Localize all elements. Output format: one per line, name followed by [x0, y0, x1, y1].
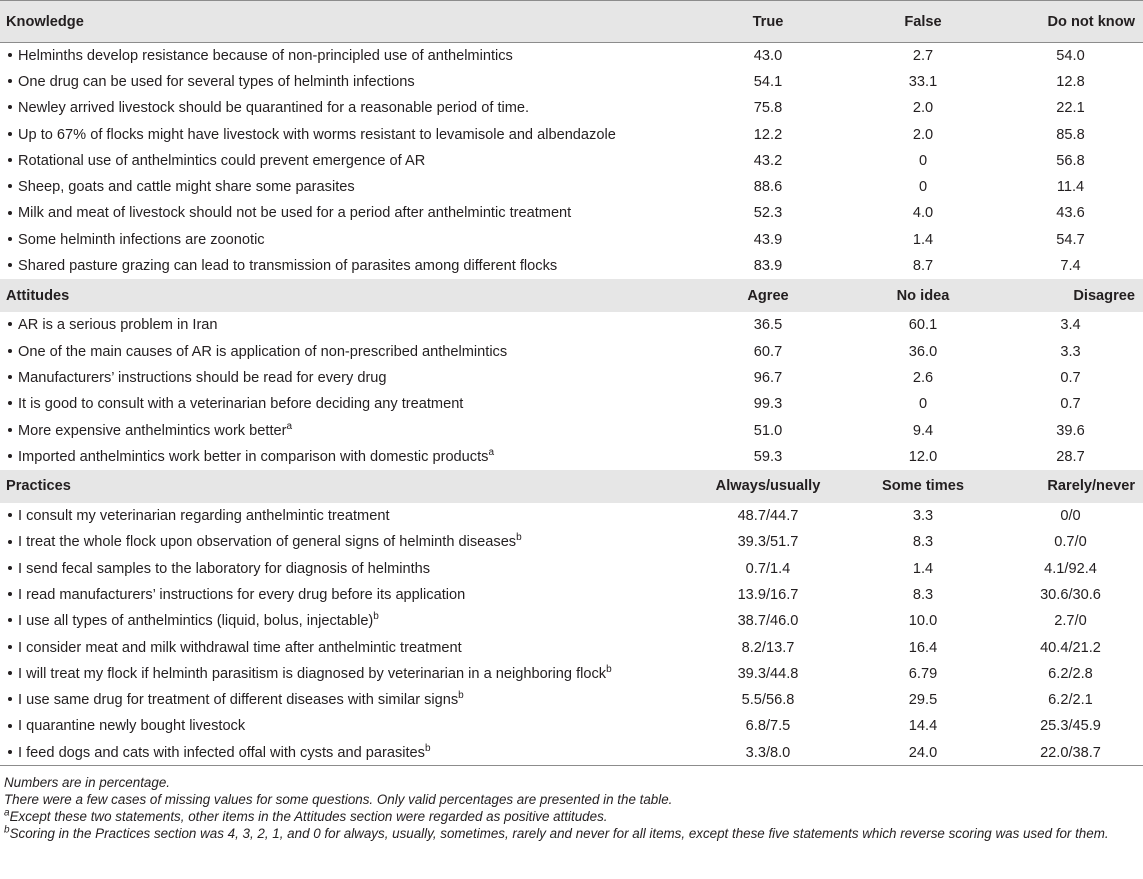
statement-text: One drug can be used for several types of helminth infections: [18, 73, 415, 90]
value-cell: 0: [918, 396, 928, 413]
row-label-cell: [0, 391, 688, 417]
value-cell: 54.7: [1056, 231, 1085, 248]
statement-text: Milk and meat of livestock should not be used for a period after anthelmintic treatment: [18, 205, 572, 222]
row-label-cell: [0, 503, 688, 529]
value-cell: 6.2/2.1: [1048, 692, 1093, 709]
statement-text: Helminths develop resistance because of non-principled use of anthelmintics: [18, 47, 513, 64]
statement-text: More expensive anthelmintics work better: [18, 422, 287, 439]
value-cell: 25.3/45.9: [1040, 718, 1101, 735]
footnote-marker: a: [4, 807, 10, 819]
table-row: [0, 253, 1143, 279]
statement-text: One of the main causes of AR is application of non-prescribed anthelmintics: [18, 343, 508, 360]
bullet-icon: [8, 724, 12, 728]
value-cell: 59.3: [753, 448, 783, 465]
row-label-cell: [0, 338, 688, 364]
value-cell: 43.2: [753, 152, 783, 169]
value-cell: 6.79: [908, 665, 938, 682]
bullet-icon: [8, 750, 12, 754]
value-cell: 38.7/46.0: [737, 613, 799, 630]
row-label-cell: [0, 608, 688, 634]
row-label-cell: [0, 365, 688, 391]
row-label-cell: [0, 95, 688, 121]
statement-text: I will treat my flock if helminth parasitism is diagnosed by veterinarian in a neighboring flock: [18, 665, 607, 682]
value-cell: 9.4: [912, 422, 934, 439]
value-cell: 0.7/1.4: [745, 560, 791, 577]
table-row: [0, 227, 1143, 253]
value-cell: 5.5/56.8: [741, 692, 795, 709]
footnote-marker: b: [424, 742, 431, 754]
value-cell: 36.5: [753, 317, 783, 334]
footnote-text: Numbers are in percentage.: [4, 775, 170, 791]
bullet-icon: [8, 105, 12, 109]
table-row: [0, 121, 1143, 147]
value-cell: 29.5: [908, 692, 938, 709]
section-title: Knowledge: [6, 13, 84, 30]
value-cell: 2.0: [912, 100, 934, 117]
footnote-marker: a: [286, 420, 293, 432]
statement-text: Sheep, goats and cattle might share some parasites: [18, 179, 355, 196]
bullet-icon: [8, 263, 12, 267]
value-cell: 52.3: [753, 205, 783, 222]
value-cell: 99.3: [753, 396, 783, 413]
value-cell: 16.4: [908, 639, 938, 656]
section-header-knowledge: [0, 1, 1143, 43]
column-header: Do not know: [1047, 13, 1135, 30]
table-row: [0, 556, 1143, 582]
footnote: [4, 825, 1139, 842]
row-label-cell: [0, 200, 688, 226]
table-row: [0, 338, 1143, 364]
column-header: Agree: [747, 287, 789, 304]
table-row: [0, 200, 1143, 226]
value-cell: 1.4: [912, 231, 934, 248]
row-label-cell: [0, 713, 688, 739]
footnote-marker: b: [4, 824, 10, 836]
statement-text: Shared pasture grazing can lead to transmission of parasites among different flocks: [18, 258, 558, 275]
row-label-cell: [0, 253, 688, 279]
row-label-cell: [0, 687, 688, 713]
value-cell: 56.8: [1056, 152, 1085, 169]
table-footnotes: [0, 766, 1143, 842]
value-cell: 22.0/38.7: [1040, 744, 1101, 761]
statement-text: Manufacturers’ instructions should be read for every drug: [18, 369, 387, 386]
value-cell: 43.9: [753, 231, 783, 248]
bullet-icon: [8, 454, 12, 458]
statement-text: Rotational use of anthelmintics could prevent emergence of AR: [18, 152, 426, 169]
row-label-cell: [0, 227, 688, 253]
bullet-icon: [8, 401, 12, 405]
table-row: [0, 174, 1143, 200]
statement-text: I use same drug for treatment of different diseases with similar signs: [18, 692, 459, 709]
value-cell: 2.6: [912, 369, 934, 386]
value-cell: 11.4: [1056, 179, 1085, 196]
value-cell: 39.3/44.8: [737, 665, 799, 682]
value-cell: 3.3: [912, 508, 934, 525]
table-row: [0, 582, 1143, 608]
table-row: [0, 148, 1143, 174]
table-row: [0, 661, 1143, 687]
bullet-icon: [8, 211, 12, 215]
bullet-icon: [8, 322, 12, 326]
row-label-cell: [0, 556, 688, 582]
table-row: [0, 69, 1143, 95]
value-cell: 40.4/21.2: [1040, 639, 1101, 656]
bullet-icon: [8, 79, 12, 83]
value-cell: 60.7: [753, 343, 783, 360]
table-row: [0, 43, 1143, 69]
value-cell: 8.2/13.7: [741, 639, 795, 656]
value-cell: 24.0: [908, 744, 938, 761]
statement-text: Imported anthelmintics work better in comparison with domestic products: [18, 448, 489, 465]
statement-text: I treat the whole flock upon observation of general signs of helminth diseases: [18, 534, 517, 551]
row-label-cell: [0, 312, 688, 338]
column-header: Disagree: [1073, 287, 1135, 304]
row-label-cell: [0, 582, 688, 608]
value-cell: 2.7: [912, 47, 934, 64]
value-cell: 4.1/92.4: [1044, 560, 1097, 577]
value-cell: 0: [918, 152, 928, 169]
bullet-icon: [8, 53, 12, 57]
value-cell: 30.6/30.6: [1040, 586, 1101, 603]
value-cell: 48.7/44.7: [737, 508, 799, 525]
statement-text: I use all types of anthelmintics (liquid, bolus, injectable): [18, 613, 374, 630]
statement-text: I send fecal samples to the laboratory for diagnosis of helminths: [18, 560, 431, 577]
column-header: Always/usually: [715, 478, 821, 495]
value-cell: 36.0: [908, 343, 938, 360]
value-cell: 0.7/0: [1054, 534, 1087, 551]
footnote-text: Scoring in the Practices section was 4, 3, 2, 1, and 0 for always, usually, sometimes, rarely and never for all items, except these five statements which reverse scoring was used for them.: [9, 826, 1109, 842]
statement-text: Newley arrived livestock should be quarantined for a reasonable period of time.: [18, 100, 530, 117]
bullet-icon: [8, 349, 12, 353]
column-header: False: [904, 13, 942, 30]
column-header: True: [752, 13, 784, 30]
table-row: [0, 634, 1143, 660]
value-cell: 54.0: [1056, 47, 1085, 64]
value-cell: 43.0: [753, 47, 783, 64]
statement-text: AR is a serious problem in Iran: [18, 317, 218, 334]
value-cell: 51.0: [753, 422, 783, 439]
row-label-cell: [0, 417, 688, 443]
value-cell: 3.4: [1060, 317, 1081, 334]
row-label-cell: [0, 740, 688, 766]
value-cell: 2.7/0: [1054, 613, 1087, 630]
table-row: [0, 391, 1143, 417]
value-cell: 83.9: [753, 258, 783, 275]
column-header: Rarely/never: [1047, 478, 1135, 495]
value-cell: 6.8/7.5: [745, 718, 791, 735]
value-cell: 54.1: [753, 73, 783, 90]
table-row: [0, 608, 1143, 634]
bullet-icon: [8, 671, 12, 675]
statement-text: I read manufacturers’ instructions for every drug before its application: [18, 586, 466, 603]
row-label-cell: [0, 174, 688, 200]
value-cell: 6.2/2.8: [1048, 665, 1093, 682]
value-cell: 60.1: [908, 317, 938, 334]
value-cell: 12.0: [908, 448, 938, 465]
section-title: Attitudes: [6, 287, 70, 304]
column-header: No idea: [896, 287, 950, 304]
statement-text: I consider meat and milk withdrawal time after anthelmintic treatment: [18, 639, 462, 656]
table-body: [0, 1, 1143, 766]
statement-text: I feed dogs and cats with infected offal with cysts and parasites: [18, 744, 425, 761]
value-cell: 33.1: [908, 73, 938, 90]
value-cell: 28.7: [1056, 448, 1085, 465]
value-cell: 0/0: [1060, 508, 1081, 525]
footnote: [4, 808, 1139, 825]
value-cell: 2.0: [912, 126, 934, 143]
value-cell: 0: [918, 179, 928, 196]
bullet-icon: [8, 618, 12, 622]
footnote-marker: a: [488, 446, 495, 458]
footnote-text: Except these two statements, other items in the Attitudes section were regarded as positive attitudes.: [9, 809, 608, 825]
value-cell: 8.3: [912, 534, 934, 551]
row-label-cell: [0, 148, 688, 174]
row-label-cell: [0, 69, 688, 95]
section-header-attitudes: [0, 279, 1143, 312]
table-row: [0, 312, 1143, 338]
section-title: Practices: [6, 478, 71, 495]
value-cell: 0.7: [1060, 396, 1081, 413]
bullet-icon: [8, 184, 12, 188]
table-row: [0, 687, 1143, 713]
table-row: [0, 444, 1143, 470]
value-cell: 13.9/16.7: [737, 586, 799, 603]
bullet-icon: [8, 645, 12, 649]
row-label-cell: [0, 634, 688, 660]
table-row: [0, 417, 1143, 443]
footnote: [4, 791, 1139, 808]
value-cell: 3.3/8.0: [745, 744, 791, 761]
section-header-practices: [0, 470, 1143, 503]
value-cell: 8.7: [912, 258, 934, 275]
table-row: [0, 713, 1143, 739]
statement-text: I quarantine newly bought livestock: [18, 718, 246, 735]
bullet-icon: [8, 132, 12, 136]
bullet-icon: [8, 697, 12, 701]
statement-text: It is good to consult with a veterinarian before deciding any treatment: [18, 396, 464, 413]
footnote-text: There were a few cases of missing values for some questions. Only valid percentages are presented in the table.: [4, 792, 673, 808]
footnote: [4, 774, 1139, 791]
footnote-marker: b: [606, 664, 612, 676]
value-cell: 75.8: [753, 100, 783, 117]
statement-text: I consult my veterinarian regarding anthelmintic treatment: [18, 508, 390, 525]
value-cell: 12.2: [753, 126, 783, 143]
row-label-cell: [0, 661, 688, 687]
bullet-icon: [8, 592, 12, 596]
value-cell: 39.6: [1056, 422, 1085, 439]
value-cell: 85.8: [1056, 126, 1085, 143]
row-label-cell: [0, 529, 688, 555]
value-cell: 8.3: [912, 586, 934, 603]
value-cell: 39.3/51.7: [737, 534, 799, 551]
bullet-icon: [8, 158, 12, 162]
value-cell: 3.3: [1060, 343, 1081, 360]
value-cell: 43.6: [1056, 205, 1085, 222]
value-cell: 96.7: [753, 369, 783, 386]
footnote-marker: b: [373, 611, 379, 623]
value-cell: 14.4: [908, 718, 938, 735]
footnote-marker: b: [516, 532, 522, 544]
table-row: [0, 740, 1143, 766]
value-cell: 7.4: [1060, 258, 1081, 275]
value-cell: 0.7: [1060, 369, 1081, 386]
bullet-icon: [8, 513, 12, 517]
row-label-cell: [0, 444, 688, 470]
value-cell: 12.8: [1056, 73, 1085, 90]
footnote-marker: b: [458, 690, 464, 702]
table-row: [0, 503, 1143, 529]
table-row: [0, 365, 1143, 391]
value-cell: 1.4: [912, 560, 934, 577]
bullet-icon: [8, 237, 12, 241]
value-cell: 88.6: [753, 179, 783, 196]
bullet-icon: [8, 540, 12, 544]
column-header: Some times: [882, 478, 964, 495]
statement-text: Some helminth infections are zoonotic: [18, 231, 265, 248]
table-row: [0, 529, 1143, 555]
row-label-cell: [0, 43, 688, 69]
value-cell: 10.0: [908, 613, 938, 630]
table-row: [0, 95, 1143, 121]
value-cell: 4.0: [912, 205, 934, 222]
row-label-cell: [0, 121, 688, 147]
bullet-icon: [8, 375, 12, 379]
value-cell: 22.1: [1056, 100, 1085, 117]
statement-text: Up to 67% of flocks might have livestock with worms resistant to levamisole and albendazole: [18, 126, 616, 143]
bullet-icon: [8, 566, 12, 570]
bullet-icon: [8, 428, 12, 432]
